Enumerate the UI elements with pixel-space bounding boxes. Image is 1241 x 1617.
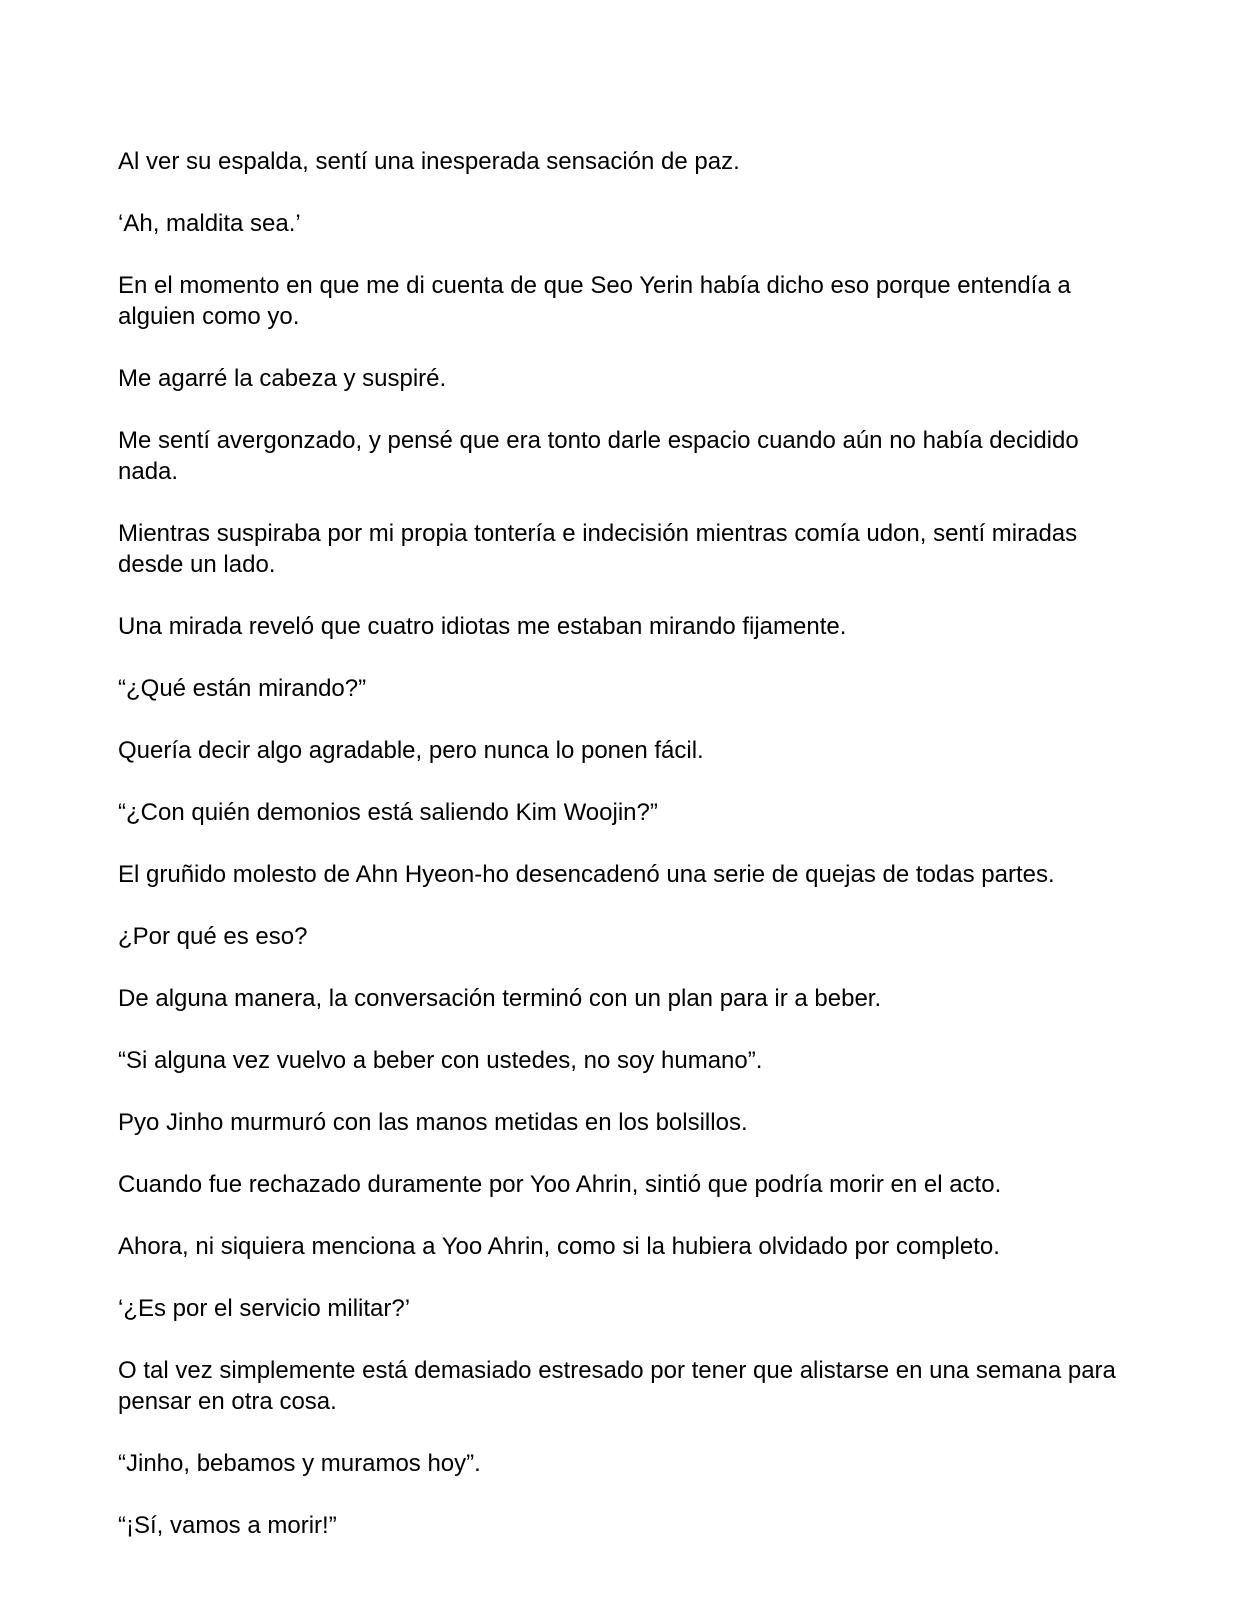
paragraph: Mientras suspiraba por mi propia tontería e indecisión mientras comía udon, sentí miradas desde un lado. bbox=[118, 520, 1078, 578]
paragraph: ¿Por qué es eso? bbox=[118, 923, 308, 950]
paragraph: O tal vez simplemente está demasiado estresado por tener que alistarse en una semana para pensar en otra cosa. bbox=[118, 1357, 1116, 1415]
paragraph: Cuando fue rechazado duramente por Yoo Ahrin, sintió que podría morir en el acto. bbox=[118, 1171, 1002, 1198]
paragraph: De alguna manera, la conversación terminó con un plan para ir a beber. bbox=[118, 985, 882, 1012]
paragraph: Me agarré la cabeza y suspiré. bbox=[118, 365, 447, 392]
paragraph: “¿Con quién demonios está saliendo Kim Woojin?” bbox=[118, 799, 658, 826]
paragraph: Pyo Jinho murmuró con las manos metidas en los bolsillos. bbox=[118, 1109, 748, 1136]
paragraph: “Jinho, bebamos y muramos hoy”. bbox=[118, 1450, 481, 1477]
paragraph: Ahora, ni siquiera menciona a Yoo Ahrin, como si la hubiera olvidado por completo. bbox=[118, 1233, 1000, 1260]
paragraph: ‘¿Es por el servicio militar?’ bbox=[118, 1295, 411, 1322]
paragraph: Una mirada reveló que cuatro idiotas me estaban mirando fijamente. bbox=[118, 613, 847, 640]
paragraph: ‘Ah, maldita sea.’ bbox=[118, 210, 301, 237]
paragraph: En el momento en que me di cuenta de que Seo Yerin había dicho eso porque entendía a alguien como yo. bbox=[118, 272, 1071, 330]
paragraph: El gruñido molesto de Ahn Hyeon-ho desencadenó una serie de quejas de todas partes. bbox=[118, 861, 1055, 888]
paragraph: Me sentí avergonzado, y pensé que era tonto darle espacio cuando aún no había decidido nada. bbox=[118, 427, 1079, 485]
paragraph: “Si alguna vez vuelvo a beber con ustedes, no soy humano”. bbox=[118, 1047, 763, 1074]
paragraph: “¡Sí, vamos a morir!” bbox=[118, 1512, 337, 1539]
paragraph: “¿Qué están mirando?” bbox=[118, 675, 367, 702]
paragraph: Al ver su espalda, sentí una inesperada sensación de paz. bbox=[118, 148, 740, 175]
paragraph: Quería decir algo agradable, pero nunca lo ponen fácil. bbox=[118, 737, 704, 764]
document-body bbox=[118, 146, 1123, 1572]
